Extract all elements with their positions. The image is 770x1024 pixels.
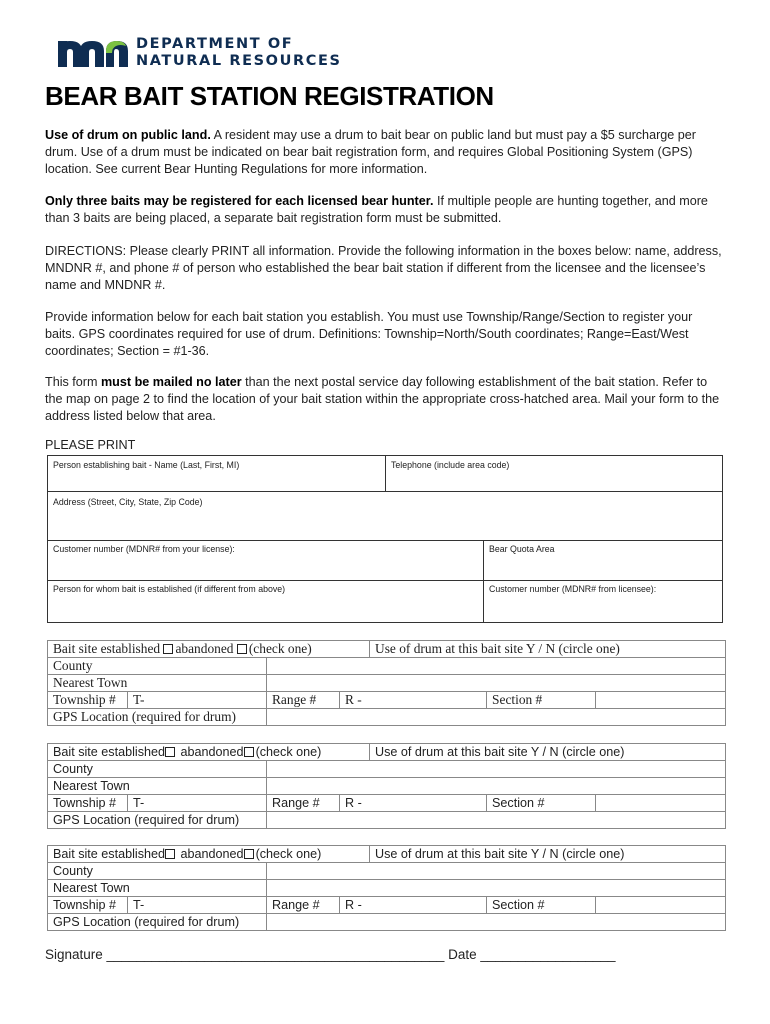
gps-label: GPS Location (required for drum) bbox=[48, 812, 267, 829]
range-label: Range # bbox=[267, 897, 340, 914]
drum-use-cell[interactable]: Use of drum at this bait site Y / N (circle one) bbox=[370, 744, 726, 761]
gps-input[interactable] bbox=[267, 914, 726, 931]
section-label: Section # bbox=[487, 795, 596, 812]
range-label: Range # bbox=[267, 795, 340, 812]
page-title: BEAR BAIT STATION REGISTRATION bbox=[45, 81, 494, 111]
person-for-whom-label: Person for whom bait is established (if different from above) bbox=[53, 584, 286, 594]
abandoned-checkbox[interactable] bbox=[237, 644, 247, 654]
gps-label: GPS Location (required for drum) bbox=[48, 709, 267, 726]
address-label: Address (Street, City, State, Zip Code) bbox=[53, 497, 203, 507]
bait-site-table-1 bbox=[47, 640, 726, 726]
county-label: County bbox=[48, 761, 267, 778]
county-input[interactable] bbox=[267, 658, 726, 675]
range-input[interactable]: R - bbox=[340, 795, 487, 812]
para-drum-public-land bbox=[45, 127, 725, 178]
gps-input[interactable] bbox=[267, 709, 726, 726]
org-line-1: DEPARTMENT OF bbox=[136, 36, 294, 52]
bear-quota-area-label: Bear Quota Area bbox=[489, 544, 555, 554]
licensee-customer-number-field[interactable] bbox=[483, 580, 723, 623]
gps-label: GPS Location (required for drum) bbox=[48, 914, 267, 931]
county-input[interactable] bbox=[267, 863, 726, 880]
bait-site-status-cell bbox=[48, 744, 370, 761]
nearest-town-input[interactable] bbox=[267, 778, 726, 795]
township-label: Township # bbox=[48, 692, 128, 709]
section-input[interactable] bbox=[596, 795, 726, 812]
para-mail-deadline bbox=[45, 374, 725, 425]
township-input[interactable]: T- bbox=[128, 795, 267, 812]
drum-use-cell[interactable]: Use of drum at this bait site Y / N (circle one) bbox=[370, 846, 726, 863]
site-abandoned-label: abandoned bbox=[175, 641, 234, 656]
bait-site-table-3 bbox=[47, 845, 726, 931]
range-label: Range # bbox=[267, 692, 340, 709]
township-label: Township # bbox=[48, 897, 128, 914]
dnr-logo bbox=[58, 36, 342, 70]
abandoned-checkbox[interactable] bbox=[244, 747, 254, 757]
bait-site-status-cell bbox=[48, 846, 370, 863]
drum-use-cell[interactable]: Use of drum at this bait site Y / N (circle one) bbox=[370, 641, 726, 658]
bait-site-status-cell bbox=[48, 641, 370, 658]
para2-bold: Only three baits may be registered for each licensed bear hunter. bbox=[45, 194, 434, 208]
org-name bbox=[136, 36, 342, 70]
established-checkbox[interactable] bbox=[165, 849, 175, 859]
address-field[interactable] bbox=[47, 491, 723, 541]
gps-input[interactable] bbox=[267, 812, 726, 829]
telephone-field[interactable] bbox=[385, 455, 723, 492]
site-abandoned-label: abandoned bbox=[180, 745, 244, 759]
check-one-label: (check one) bbox=[248, 641, 312, 656]
person-name-field[interactable] bbox=[47, 455, 386, 492]
site-established-label: Bait site established bbox=[53, 641, 161, 656]
customer-number-field[interactable] bbox=[47, 540, 484, 581]
para5-pre: This form bbox=[45, 375, 101, 389]
county-input[interactable] bbox=[267, 761, 726, 778]
para2-text: If multiple people are hunting together, and more than 3 baits are being placed, a separate bait registration form must be submitted. bbox=[45, 194, 708, 225]
township-input[interactable]: T- bbox=[128, 897, 267, 914]
section-label: Section # bbox=[487, 897, 596, 914]
site-established-label: Bait site established bbox=[53, 745, 166, 759]
please-print-label: PLEASE PRINT bbox=[45, 438, 136, 452]
nearest-town-input[interactable] bbox=[267, 880, 726, 897]
customer-number-label: Customer number (MDNR# from your license): bbox=[53, 544, 235, 554]
para5-text: than the next postal service day following establishment of the bait station. Refer to the map on page 2 to find the location of your bait station within the appropriate cross-hatched area. Mail your form to the address listed below that area. bbox=[45, 375, 720, 423]
org-line-2: NATURAL RESOURCES bbox=[136, 53, 342, 69]
site-abandoned-label: abandoned bbox=[180, 847, 244, 861]
section-input[interactable] bbox=[596, 692, 726, 709]
county-label: County bbox=[48, 658, 267, 675]
nearest-town-label: Nearest Town bbox=[48, 880, 267, 897]
nearest-town-label: Nearest Town bbox=[48, 675, 267, 692]
section-input[interactable] bbox=[596, 897, 726, 914]
check-one-label: (check one) bbox=[255, 745, 322, 759]
nearest-town-label: Nearest Town bbox=[48, 778, 267, 795]
para-provide-info: Provide information below for each bait station you establish. You must use Township/Range/Section to register your baits. GPS coordinates required for use of drum. Definitions: Township=North/South coordinates; Range=East/West coordinates; Section = #1-36. bbox=[45, 310, 693, 358]
person-for-whom-field[interactable] bbox=[47, 580, 484, 623]
licensee-customer-number-label: Customer number (MDNR# from licensee): bbox=[489, 584, 657, 594]
abandoned-checkbox[interactable] bbox=[244, 849, 254, 859]
range-input[interactable]: R - bbox=[340, 692, 487, 709]
established-checkbox[interactable] bbox=[165, 747, 175, 757]
signature-date-line[interactable]: Signature _____________________________________________ Date __________________ bbox=[45, 947, 616, 962]
para-directions: DIRECTIONS: Please clearly PRINT all information. Provide the following information in the boxes below: name, address, MNDNR #, and phone # of person who established the bear bait station if different from the licensee and the licensee’s name and MNDNR #. bbox=[45, 244, 722, 292]
established-checkbox[interactable] bbox=[163, 644, 173, 654]
site-established-label: Bait site established bbox=[53, 847, 166, 861]
para-three-baits bbox=[45, 193, 725, 227]
section-label: Section # bbox=[487, 692, 596, 709]
para5-bold: must be mailed no later bbox=[100, 375, 242, 389]
person-name-label: Person establishing bait - Name (Last, First, MI) bbox=[53, 460, 240, 470]
county-label: County bbox=[48, 863, 267, 880]
mn-logo-icon bbox=[58, 37, 128, 69]
range-input[interactable]: R - bbox=[340, 897, 487, 914]
township-input[interactable]: T- bbox=[128, 692, 267, 709]
bear-quota-area-field[interactable] bbox=[483, 540, 723, 581]
check-one-label: (check one) bbox=[255, 847, 322, 861]
telephone-label: Telephone (include area code) bbox=[391, 460, 510, 470]
para1-text: A resident may use a drum to bait bear on public land but must pay a $5 surcharge per drum. Use of a drum must be indicated on bear bait registration form, and requires Global Positioning System (GPS) location. See current Bear Hunting Regulations for more information. bbox=[45, 128, 696, 176]
bait-site-table-2 bbox=[47, 743, 726, 829]
para1-bold: Use of drum on public land. bbox=[45, 128, 211, 142]
township-label: Township # bbox=[48, 795, 128, 812]
nearest-town-input[interactable] bbox=[267, 675, 726, 692]
